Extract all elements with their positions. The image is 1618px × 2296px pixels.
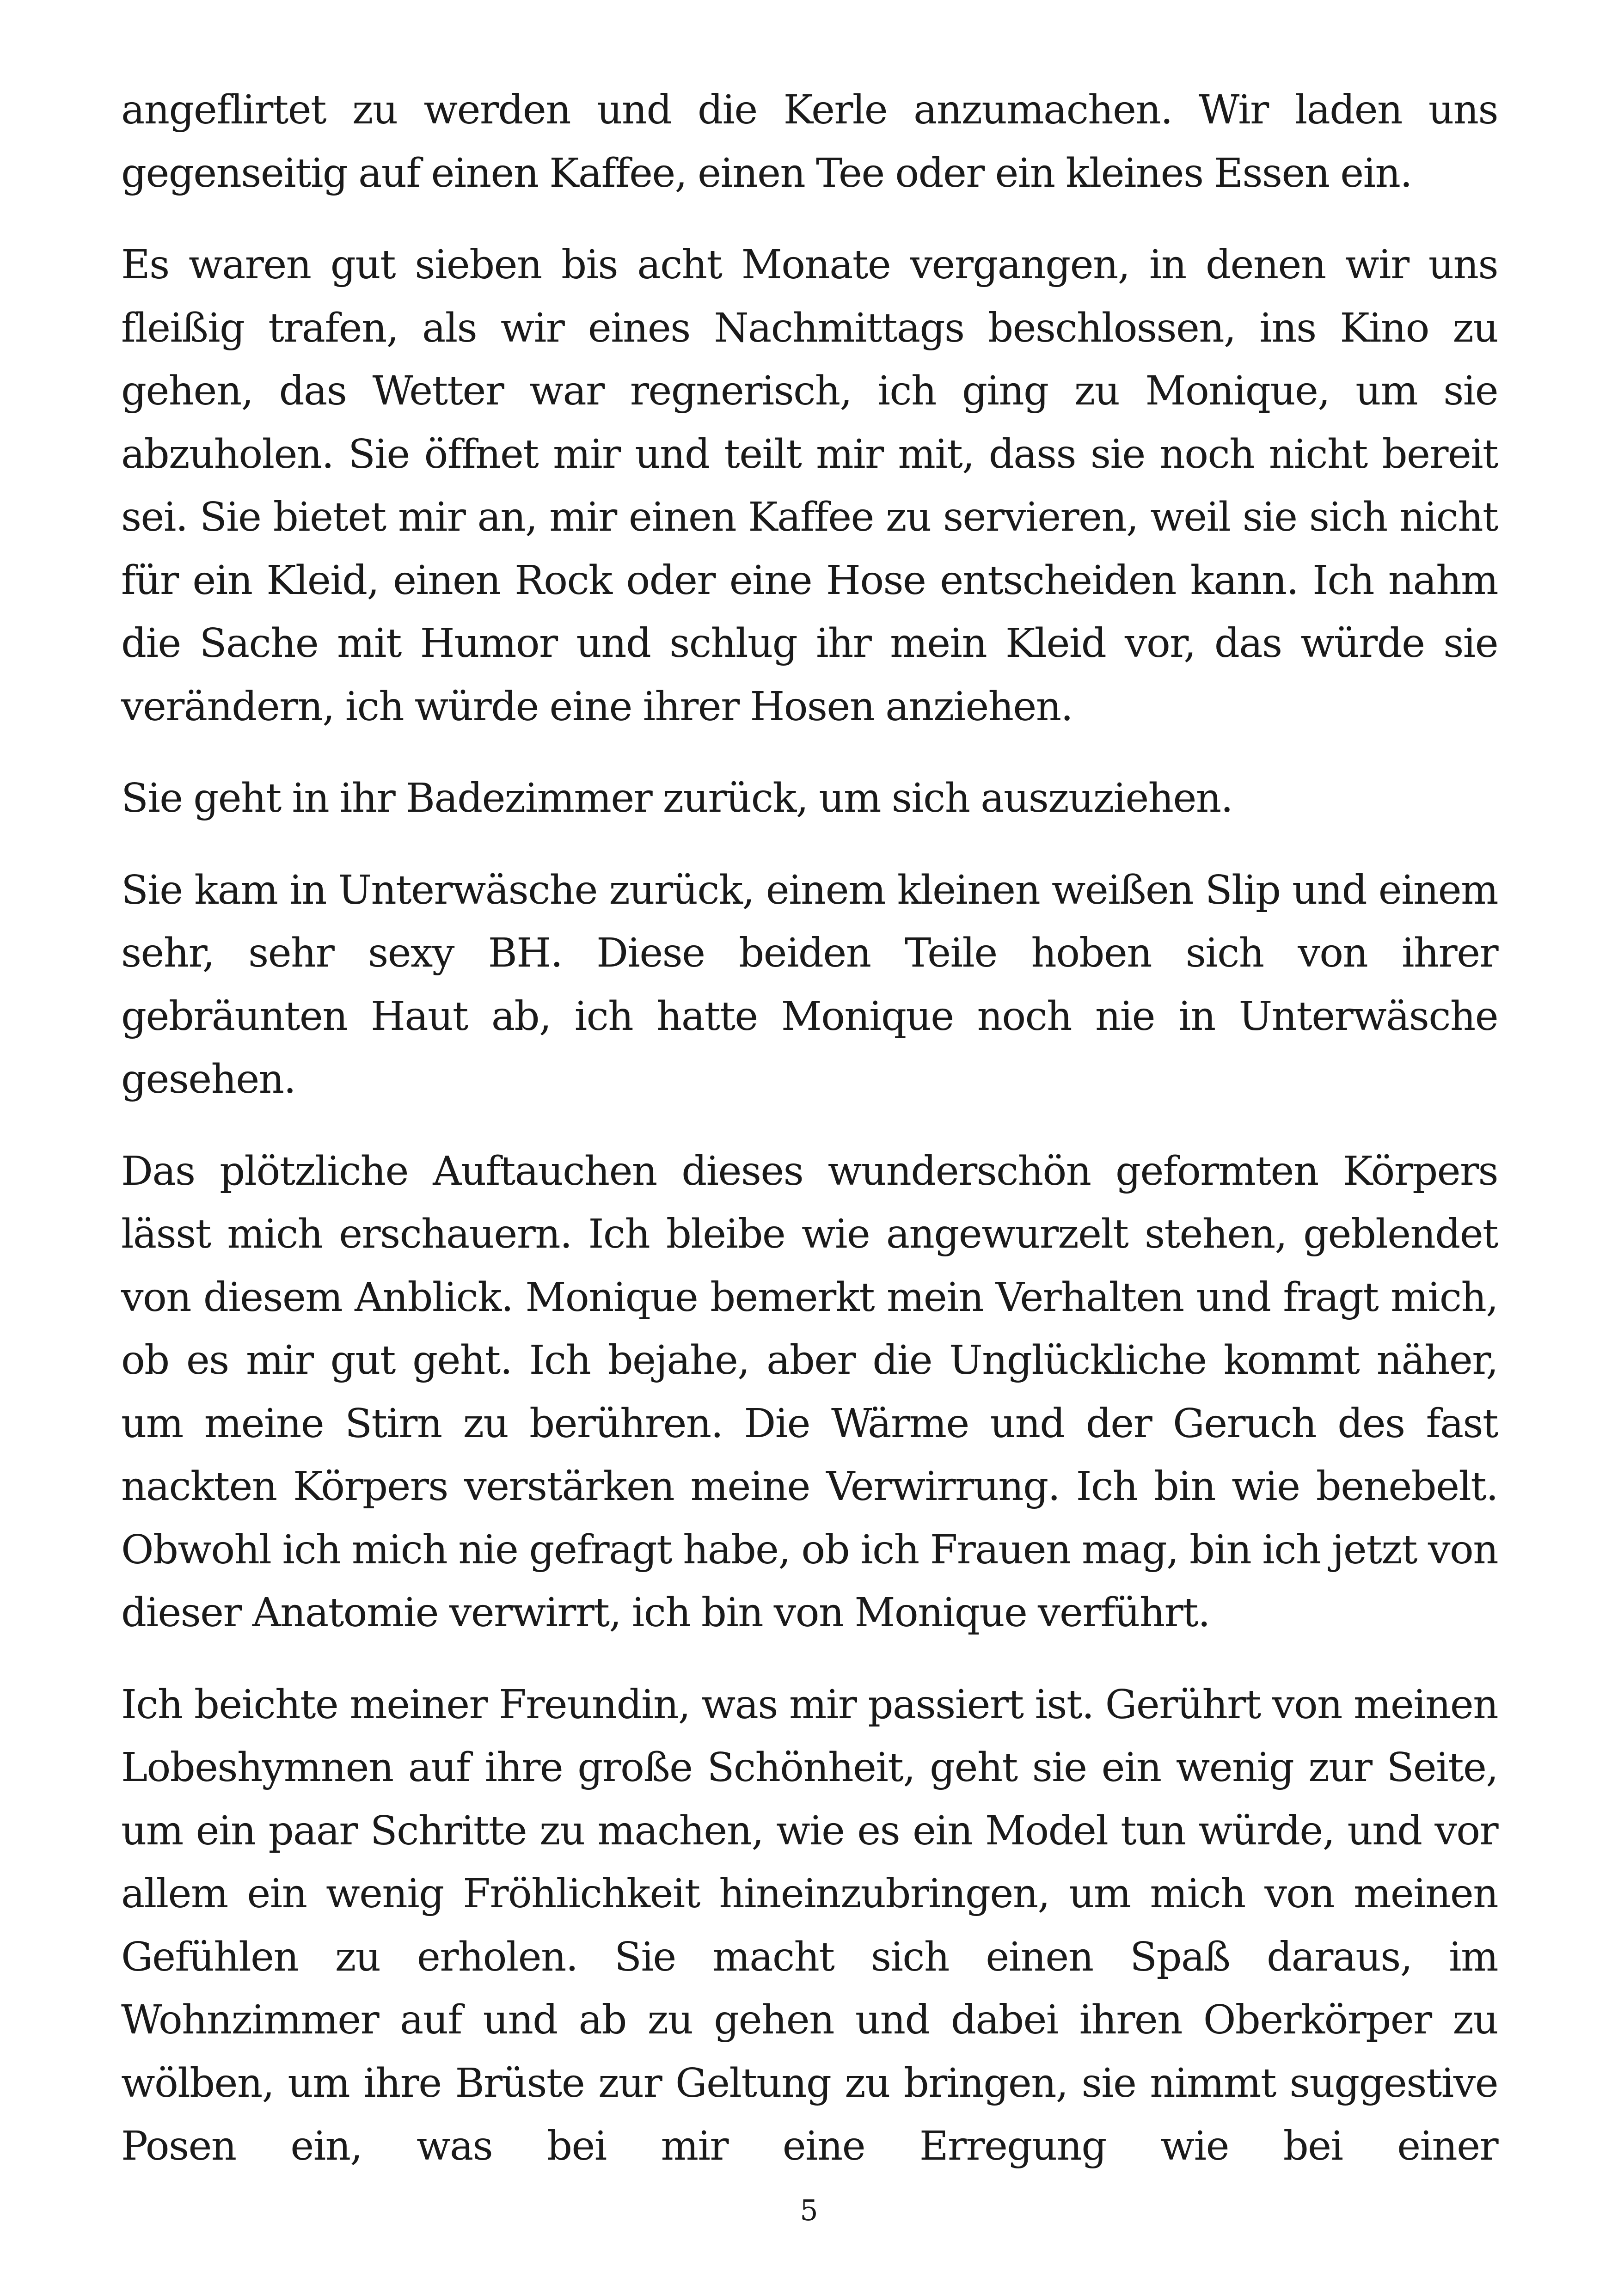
- paragraph: angeflirtet zu werden und die Kerle anzumachen. Wir laden uns gegenseitig auf einen Kaffee, einen Tee oder ein kleines Essen ein.: [121, 87, 1498, 196]
- page-number: 5: [800, 2193, 818, 2227]
- paragraph: Ich beichte meiner Freundin, was mir passiert ist. Gerührt von meinen Lobeshymnen auf ihre große Schönheit, geht sie ein wenig zur Seite, um ein paar Schritte zu machen, wie es ein Model tun würde, und vor allem ein wenig Fröhlichkeit hineinzubringen, um mich von meinen Gefühlen zu erholen. Sie macht sich einen Spaß daraus, im Wohnzimmer auf und ab zu gehen und dabei ihren Oberkörper zu wölben, um ihre Brüste zur Geltung zu bringen, sie nimmt suggestive Posen ein, was bei mir eine Erregung wie bei einer: [121, 1681, 1498, 2169]
- paragraph: Sie geht in ihr Badezimmer zurück, um sich auszuziehen.: [121, 775, 1233, 821]
- paragraph: Es waren gut sieben bis acht Monate vergangen, in denen wir uns fleißig trafen, als wir eines Nachmittags beschlossen, ins Kino zu gehen, das Wetter war regnerisch, ich ging zu Monique, um sie abzuholen. Sie öffnet mir und teilt mir mit, dass sie noch nicht bereit sei. Sie bietet mir an, mir einen Kaffee zu servieren, weil sie sich nicht für ein Kleid, einen Rock oder eine Hose entscheiden kann. Ich nahm die Sache mit Humor und schlug ihr mein Kleid vor, das würde sie verändern, ich würde eine ihrer Hosen anziehen.: [121, 242, 1498, 730]
- paragraph: Sie kam in Unterwäsche zurück, einem kleinen weißen Slip und einem sehr, sehr sexy BH. Diese beiden Teile hoben sich von ihrer gebräunten Haut ab, ich hatte Monique noch nie in Unterwäsche gesehen.: [121, 867, 1498, 1102]
- paragraph: Das plötzliche Auftauchen dieses wunderschön geformten Körpers lässt mich erschauern. Ich bleibe wie angewurzelt stehen, geblendet von diesem Anblick. Monique bemerkt mein Verhalten und fragt mich, ob es mir gut geht. Ich bejahe, aber die Unglückliche kommt näher, um meine Stirn zu berühren. Die Wärme und der Geruch des fast nackten Körpers verstärken meine Verwirrung. Ich bin wie benebelt. Obwohl ich mich nie gefragt habe, ob ich Frauen mag, bin ich jetzt von dieser Anatomie verwirrt, ich bin von Monique verführt.: [121, 1148, 1498, 1636]
- body-text: [121, 79, 1498, 2207]
